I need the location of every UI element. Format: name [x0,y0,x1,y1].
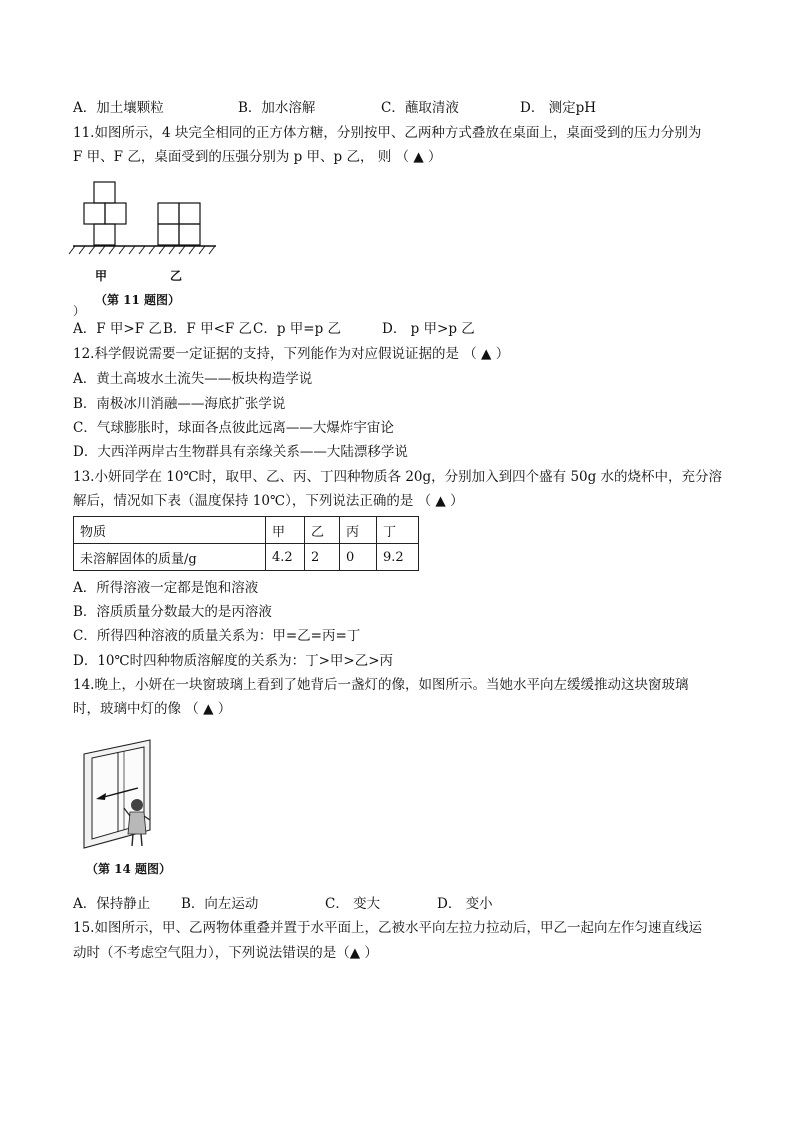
q11-cube-jia-top [94,182,115,203]
q11-option-b: B．F 甲<F 乙 [163,321,253,337]
q13-header-cell: 丙 [340,517,377,544]
q11-stem-line2: F 甲、F 乙，桌面受到的压强分别为 p 甲、p 乙， 则 （ ▲ ） [73,149,442,165]
q14-option-a: A．保持静止 [73,896,151,912]
q12-stem: 12.科学假说需要一定证据的支持，下列能作为对应假说证据的是 （ ▲ ） [73,346,510,362]
q11-cube-yi-3 [158,224,179,245]
q15-stem-line1: 15.如图所示，甲、乙两物体重叠并置于水平面上，乙被水平向左拉力拉动后，甲乙一起向左作匀速直线运 [73,920,702,936]
q12-option-c: C．气球膨胀时，球面各点彼此远离——大爆炸宇宙论 [73,420,394,436]
q11-cube-jia-bottom [94,224,115,245]
q14-girl-head [131,799,143,811]
q11-table-hatching [69,246,215,254]
q11-figure-label-yi: 乙 [170,269,183,283]
q14-option-b: B．向左运动 [181,896,259,912]
q14-option-d: D． 变小 [437,896,493,912]
q11-cube-jia-mid-left [84,203,105,224]
q11-figure-label-jia: 甲 [95,269,108,283]
q14-option-c: C． 变大 [325,896,381,912]
q13-option-c: C．所得四种溶液的质量关系为：甲=乙=丙=丁 [73,628,361,644]
q14-stem-line1: 14.晚上，小妍在一块窗玻璃上看到了她背后一盏灯的像，如图所示。当她水平向左缓缓推动这块窗玻璃 [73,677,689,693]
q11-figure-caption: （第 11 题图） [95,293,181,307]
q11-option-c: C．p 甲=p 乙 [253,321,342,337]
q10-option-d: D． 测定pH [520,100,597,116]
q14-figure-caption: （第 14 题图） [86,862,172,876]
q13-option-a: A．所得溶液一定都是饱和溶液 [73,580,259,596]
q13-stem-line1: 13.小妍同学在 10℃时，取甲、乙、丙、丁四种物质各 20g，分别加入到四个盛有 50g 水的烧杯中，充分溶 [73,469,723,485]
q14-girl-leg [132,834,133,846]
q13-header-cell: 丁 [377,517,419,544]
q14-stem-line2: 时，玻璃中灯的像 （ ▲ ） [73,701,232,717]
q11-cube-yi-2 [179,203,200,224]
q11-cube-yi-4 [179,224,200,245]
q14-girl-body [128,812,146,834]
q14-girl-leg-2 [141,834,142,846]
q13-data-cell: 4.2 [266,544,305,571]
q10-option-b: B．加水溶解 [238,100,316,116]
q13-table [73,516,419,571]
q10-option-a: A．加土壤颗粒 [73,100,164,116]
q13-option-b: B．溶质质量分数最大的是丙溶液 [73,604,272,620]
q11-option-d: D． p 甲>p 乙 [382,321,475,337]
q11-option-a: A．F 甲>F 乙 [73,321,162,337]
q13-table-data-row [74,544,419,571]
q13-data-cell: 未溶解固体的质量/g [74,544,266,571]
q14-figure [80,738,160,850]
q11-cube-jia-mid-right [105,203,126,224]
q13-table-header-row [74,517,419,544]
q13-data-cell: 0 [340,544,377,571]
q11-figure [73,180,218,262]
q13-option-d: D．10℃时四种物质溶解度的关系为：丁>甲>乙>丙 [73,653,394,669]
q11-stem-line1: 11.如图所示，4 块完全相同的正方体方糖，分别按甲、乙两种方式叠放在桌面上，桌面受到的压力分别为 [73,125,702,141]
q13-stem-line2: 解后，情况如下表（温度保持 10℃），下列说法正确的是 （ ▲ ） [73,493,464,509]
q11-cube-yi-1 [158,203,179,224]
q13-data-cell: 9.2 [377,544,419,571]
q13-header-cell: 乙 [305,517,340,544]
q13-header-cell: 物质 [74,517,266,544]
q13-data-cell: 2 [305,544,340,571]
q12-option-a: A．黄土高坡水土流失——板块构造学说 [73,371,313,387]
q10-option-c: C．蘸取清液 [381,100,459,116]
q12-option-b: B．南极冰川消融——海底扩张学说 [73,396,286,412]
q12-option-d: D．大西洋两岸古生物群具有亲缘关系——大陆漂移学说 [73,444,408,460]
q13-header-cell: 甲 [266,517,305,544]
q15-stem-line2: 动时（不考虑空气阻力），下列说法错误的是（▲ ） [73,945,378,961]
q11-stray-mark: ） [73,304,86,318]
